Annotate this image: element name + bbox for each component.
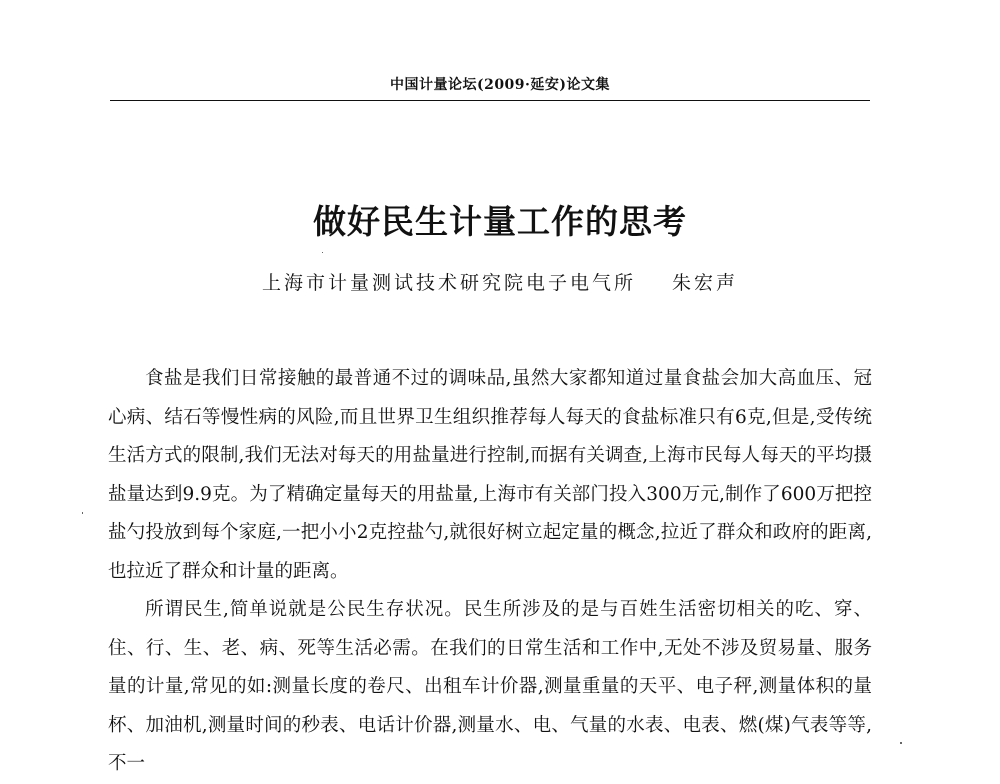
paragraph-2: 所谓民生,简单说就是公民生存状况。民生所涉及的是与百姓生活密切相关的吃、穿、住、行、生、老、病、死等生活必需。在我们的日常生活和工作中,无处不涉及贸易量、服务量的计量,常见的如:测量长度的卷尺、出租车计价器,测量重量的天平、电子秤,测量体积的量杯、加油机,测量时间的秒表、电话计价器,测量水、电、气量的水表、电表、燃(煤)气表等等,不一 bbox=[108, 599, 872, 774]
header-rule bbox=[110, 100, 870, 101]
byline bbox=[0, 268, 1000, 295]
scan-speck bbox=[900, 742, 902, 744]
affiliation: 上海市计量测试技术研究院电子电气所 bbox=[261, 272, 636, 294]
body-text bbox=[108, 360, 872, 784]
running-header: 中国计量论坛(2009·延安)论文集 bbox=[389, 77, 611, 93]
scan-speck bbox=[82, 512, 83, 514]
paragraph-1: 食盐是我们日常接触的最普通不过的调味品,虽然大家都知道过量食盐会加大高血压、冠心病、结石等慢性病的风险,而且世界卫生组织推荐每人每天的食盐标准只有6克,但是,受传统生活方式的限制,我们无法对每天的用盐量进行控制,而据有关调查,上海市民每人每天的平均摄盐量达到9.9克。为了精确定量每天的用盐量,上海市有关部门投入300万元,制作了600万把控盐勺投放到每个家庭,一把小小2克控盐勺,就很好树立起定量的概念,拉近了群众和政府的距离,也拉近了群众和计量的距离。 bbox=[108, 368, 872, 582]
paper-title: 做好民生计量工作的思考 bbox=[313, 202, 687, 241]
scan-speck bbox=[322, 252, 323, 253]
author-name: 朱宏声 bbox=[672, 272, 739, 294]
